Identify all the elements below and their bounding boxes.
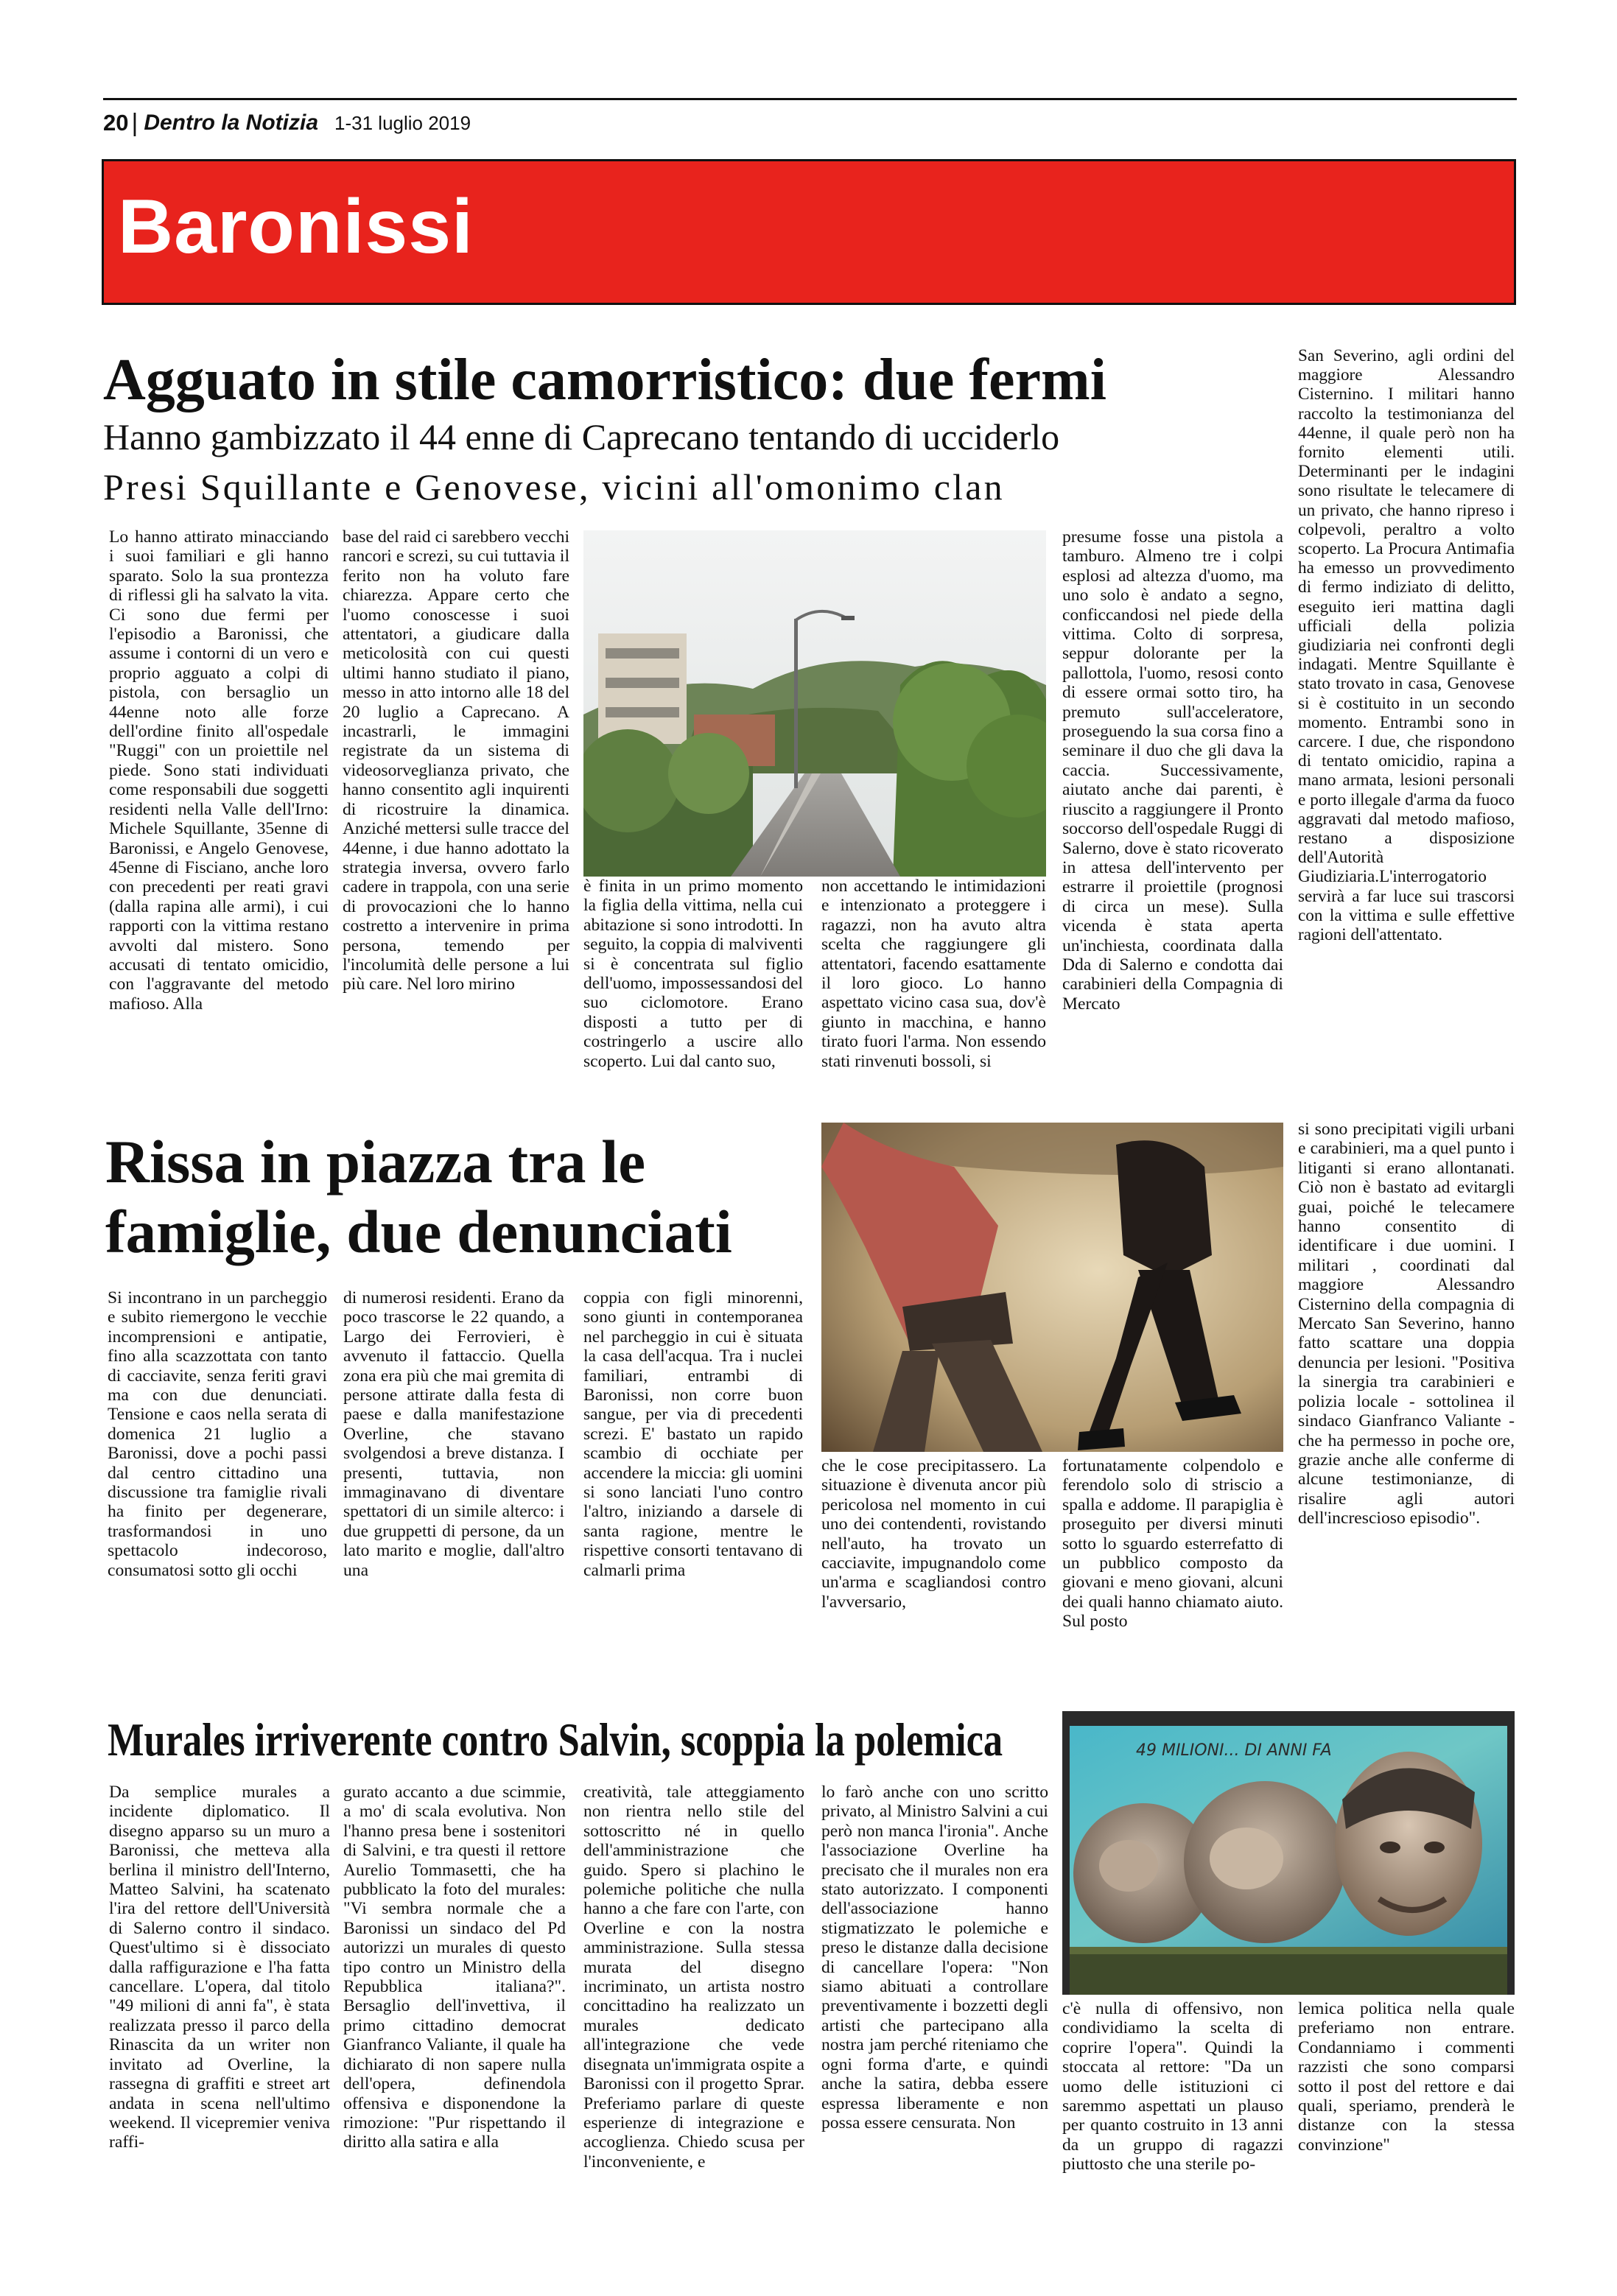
header-divider: | <box>131 108 138 137</box>
section-title: Baronissi <box>118 184 474 270</box>
publication-name: Dentro la Notizia <box>144 110 319 135</box>
article2-column-6: si sono precipitati vigili urbani e carabinieri, ma a quel punto i litiganti si erano allontanati. Ciò non è bastato ad evitargli guai, poiché le telecamere hanno consentito di identificare i due uomini. I militari , coordinati dal maggiore Alessandro Cisternino della compagnia di Mercato San Severino, hanno fatto scattare una doppia denuncia per lesioni. "Positiva la sinergia tra carabinieri e polizia locale - sottolinea il sindaco Gianfranco Valiante - che ha permesso in poche ore, grazie anche alle conferme di alcune testimonianze, di risalire agli autori dell'increscioso episodio". <box>1298 1120 1515 1528</box>
article2-fight-photo <box>821 1123 1283 1452</box>
article1-subtitle-2: Presi Squillante e Genovese, vicini all'omonimo clan <box>103 466 1005 508</box>
article3-column-1: Da semplice murales a incidente diplomatico. Il disegno apparso su un muro a Baronissi, che metteva alla berlina il ministro dell'Interno, Matteo Salvini, ha scatenato l'ira del rettore dell'Università di Salerno contro il sindaco. Quest'ultimo si è dissociato dalla raffigurazione e l'ha fatta cancellare. L'opera, dal titolo "49 milioni di anni fa", è stata realizzata presso il parco della Rinascita da un writer non invitato ad Overline, la rassegna di graffiti e street art andata in scena nell'ultimo weekend. Il vicepremier veniva raffi- <box>109 1783 330 2152</box>
article3-column-6: lemica politica nella quale preferiamo non entrare. Condanniamo i commenti razzisti che sono comparsi sotto il post del rettore e dai quali, speriamo, prenderà le distanze con la stessa convinzione" <box>1298 1999 1515 2155</box>
page-number: 20 <box>103 110 129 136</box>
issue-date: 1-31 luglio 2019 <box>334 111 471 134</box>
article1-subtitle-1: Hanno gambizzato il 44 enne di Caprecano tentando di ucciderlo <box>103 416 1060 457</box>
article1-column-5: presume fosse una pistola a tamburo. Almeno tre i colpi esplosi ad altezza d'uomo, ma uno solo è andato a segno, conficcandosi nel piede della vittima. Colto di sorpresa, seppur dolorante per la pallottola, l'uomo, resosi conto di essere ormai sotto tiro, ha premuto sull'acceleratore, proseguendo la sua corsa fino a seminare il duo che gli dava la caccia. Successivamente, aiutato anche dai parenti, è riuscito a raggiungere il Pronto soccorso dell'ospedale Ruggi di Salerno, dove è stato ricoverato in attesa dell'intervento per estrarre il proiettile (prognosi di circa un mese). Sulla vicenda è stata aperta un'inchiesta, coordinata dalla Dda di Salerno e condotta dai carabinieri della Compagnia di Mercato <box>1062 527 1283 1014</box>
article2-column-2: di numerosi residenti. Erano da poco trascorse le 22 quando, a Largo dei Ferrovieri, è avvenuto il fattaccio. Quella zona era più che mai gremita di persone attirate dalla festa di paese e dalla manifestazione Overline, che stavano svolgendosi a breve distanza. I presenti, tuttavia, non immaginavano di diventare spettatori di un simile alterco: i due gruppetti di persone, da un lato marito e moglie, dall'altro una <box>343 1288 564 1580</box>
article3-column-2: gurato accanto a due scimmie, a mo' di scala evolutiva. Non l'hanno presa bene i sostenitori di Salvini, e tra questi il rettore Aurelio Tommasetti, che ha pubblicato la foto del murales: "Vi sembra normale che a Baronissi un sindaco del Pd autorizzi un murales di questo tipo contro un Ministro della Repubblica italiana?". Bersaglio dell'invettiva, il primo cittadino democrat Gianfranco Valiante, il quale ha dichiarato di non sapere nulla dell'opera, definendola offensiva e disponendone la rimozione: "Pur rispettando il diritto alla satira e alla <box>343 1783 566 2152</box>
article2-title: Rissa in piazza tra le famiglie, due denunciati <box>105 1128 732 1265</box>
article2-column-4: che le cose precipitassero. La situazione è divenuta ancor più pericolosa nel momento in cui uno dei contendenti, rovistando nell'auto, ha trovato un cacciavite, impugnandolo come un'arma e scagliandosi contro l'avversario, <box>821 1456 1046 1612</box>
article2-column-3: coppia con figli minorenni, sono giunti in contemporanea nel parcheggio in cui è situata la casa dell'acqua. Tra i nuclei familiari, entrambi di Baronissi, non corre buon sangue, per via di precedenti screzi. E' bastato un rapido scambio di occhiate per accendere la miccia: gli uomini si sono lanciati l'uno contro l'altro, iniziando a darsele di santa ragione, mentre le rispettive consorti tentavano di calmarli prima <box>583 1288 803 1580</box>
article3-column-5: c'è nulla di offensivo, non condividiamo la scelta di coprire l'opera". Quindi la stoccata al rettore: "Da un uomo delle istituzioni ci saremmo aspettati un plauso per quanto costruito in 13 anni da un gruppo di ragazzi piuttosto che una sterile po- <box>1062 1999 1283 2174</box>
article1-street-photo <box>583 530 1046 877</box>
article1-column-2: base del raid ci sarebbero vecchi rancori e screzi, su cui tuttavia il ferito non ha voluto fare chiarezza. Appare certo che l'uomo conoscesse i suoi attentatori, a giudicare dalla meticolosità con cui questi ultimi hanno studiato il piano, messo in atto intorno alle 18 del 20 luglio a Caprecano. A incastrarli, le immagini registrate da un sistema di videosorveglianza privato, che hanno consentito agli inquirenti di ricostruire la dinamica. Anziché mettersi sulle tracce del 44enne, i due hanno adottato la strategia inversa, ovvero farlo cadere in trappola, con una serie di provocazioni che lo hanno costretto a intervenire in prima persona, temendo per l'incolumità delle persone a lui più care. Nel loro mirino <box>343 527 569 994</box>
article1-title: Agguato in stile camorristico: due fermi <box>103 348 1106 412</box>
article1-column-4: non accettando le intimidazioni e intenzionato a proteggere i ragazzi, non ha avuto altra scelta che raggiungere gli attentatori, facendo esattamente il loro gioco. Lo hanno aspettato vicino casa sua, dov'è giunto in macchina, e hanno tirato fuori l'arma. Non essendo stati rinvenuti bossoli, si <box>821 877 1046 1071</box>
article1-column-1: Lo hanno attirato minacciando i suoi familiari e gli hanno sparato. Solo la sua prontezza di riflessi gli ha salvato la vita. Ci sono due fermi per l'episodio a Baronissi, che assume i contorni di un vero e proprio agguato a colpi di pistola, con bersaglio un 44enne noto alle forze dell'ordine finito all'ospedale "Ruggi" con un proiettile nel piede. Sono stati individuati come responsabili due soggetti residenti nella Valle dell'Irno: Michele Squillante, 35enne di Baronissi, e Angelo Genovese, 45enne di Fisciano, anche loro con precedenti per reati gravi (dalla rapina alle armi), i cui rapporti con la vittima restano avvolti dal mistero. Sono accusati di tentato omicidio, con l'aggravante del metodo mafioso. Alla <box>109 527 329 1014</box>
article3-column-3: creatività, tale atteggiamento non rientra nello stile del sottoscritto né in quello dell'amministrazione che guido. Spero si plachino le polemiche politiche che nulla hanno a che fare con l'arte, con Overline e con la nostra amministrazione. Sulla stessa murata del disegno incriminato, un artista nostro concittadino ha realizzato un murales dedicato all'integrazione che vede disegnata un'immigrata ospite a Baronissi con il progetto Sprar. Preferiamo parlare di queste esperienze di integrazione e accoglienza. Chiedo scusa per l'inconveniente, e <box>583 1783 804 2172</box>
article3-column-4: lo farò anche con uno scritto privato, al Ministro Salvini a cui però non manca l'ironia". Anche l'associazione Overline ha precisato che il murales non era stato autorizzato. I componenti dell'associazione hanno stigmatizzato le polemiche e preso le distanze dalla decisione di cancellare l'opera: "Non siamo abituati a controllare preventivamente i bozzetti degli artisti che partecipano alla nostra jam perché riteniamo che ogni forma d'arte, e quindi anche la satira, debba essere espressa liberamente e non possa essere censurata. Non <box>821 1783 1048 2132</box>
article1-column-3: è finita in un primo momento la figlia della vittima, nella cui abitazione si sono introdotti. In seguito, la coppia di malviventi si è concentrata sul figlio dell'uomo, impossessandosi del suo ciclomotore. Erano disposti a tutto per di costringerlo a uscire allo scoperto. Lui dal canto suo, <box>583 877 803 1071</box>
page-header <box>103 105 471 141</box>
header-rule <box>103 98 1517 100</box>
article3-mural-photo <box>1062 1711 1515 1995</box>
mural-caption: 49 MILIONI... DI ANNI FA <box>1136 1741 1332 1760</box>
article2-column-5: fortunatamente colpendolo e ferendolo solo di striscio a spalla e addome. Il parapiglia è proseguito per diversi minuti sotto lo sguardo esterrefatto di un pubblico composto da giovani e meno giovani, alcuni dei quali hanno chiamato aiuto. Sul posto <box>1062 1456 1283 1632</box>
article2-column-1: Si incontrano in un parcheggio e subito riemergono le vecchie incomprensioni e antipatie, fino alla scazzottata con tanto di cacciavite, senza feriti gravi ma con due denunciati. Tensione e caos nella serata di domenica 21 luglio a Baronissi, dove a pochi passi dal centro cittadino una discussione tra famiglie rivali ha finito per degenerare, trasformandosi in uno spettacolo indecoroso, consumatosi sotto gli occhi <box>108 1288 327 1580</box>
article3-title: Murales irriverente contro Salvin, scoppia la polemica <box>108 1713 1003 1766</box>
article1-column-6: San Severino, agli ordini del maggiore Alessandro Cisternino. I militari hanno raccolto la testimonianza del 44enne, il quale però non ha fornito elementi utili. Determinanti per le indagini sono risultate le telecamere di un privato, che hanno ripreso i colpevoli, peraltro a volto scoperto. La Procura Antimafia ha emesso un provvedimento di fermo indiziato di delitto, eseguito ieri mattina dagli ufficiali della polizia giudiziaria nei confronti degli indagati. Mentre Squillante è stato trovato in casa, Genovese si è costituito in un secondo momento. Entrambi sono in carcere. I due, che rispondono di tentato omicidio, rapina a mano armata, lesioni personali e porto illegale d'arma da fuoco aggravati dal metodo mafioso, restano a disposizione dell'Autorità Giudiziaria.L'interrogatorio servirà a far luce sui trascorsi con la vittima e sulle effettive ragioni dell'attentato. <box>1298 346 1515 945</box>
